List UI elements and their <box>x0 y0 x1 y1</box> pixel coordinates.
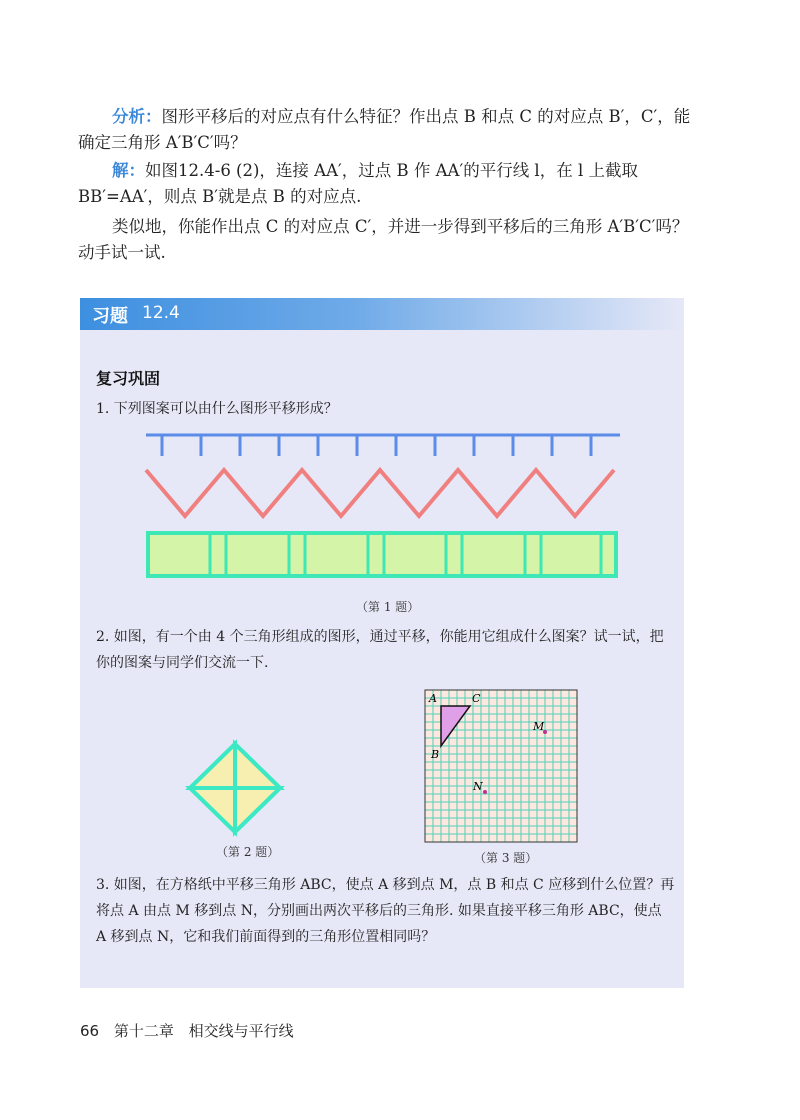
figure-2-caption: （第 2 题） <box>216 845 280 859</box>
analysis-paragraph <box>78 104 698 156</box>
label-n: N <box>473 780 483 793</box>
chapter-label: 第十二章 <box>113 1022 174 1040</box>
analysis-label: 分析： <box>112 107 162 126</box>
label-b: B <box>431 748 440 761</box>
question-2: 2. 如图，有一个由 4 个三角形组成的图形，通过平移，你能用它组成什么图案？试一试，把你的图案与同学们交流一下. <box>96 629 664 671</box>
exercise-number: 12.4 <box>142 303 180 323</box>
solution-text: 如图12.4-6 (2)，连接 AA′，过点 B 作 AA′的平行线 l，在 l 上截取 BB′=AA′，则点 B′就是点 B 的对应点. <box>78 161 638 206</box>
label-a: A <box>429 692 437 705</box>
figure-1-caption: （第 1 题） <box>356 600 420 614</box>
figure-3-grid <box>425 690 577 842</box>
label-m: M <box>533 720 545 733</box>
followup-paragraph: 类似地，你能作出点 C 的对应点 C′，并进一步得到平移后的三角形 A′B′C′吗？动手试一试. <box>78 217 689 262</box>
question-3: 3. 如图，在方格纸中平移三角形 ABC，使点 A 移到点 M，点 B 和点 C 应移到什么位置？再将点 A 由点 M 移到点 N，分别画出两次平移后的三角形. 如果直接平移三角形 ABC，使点 A 移到点 N，它和我们前面得到的三角形位置相同吗？ <box>96 877 675 945</box>
label-c: C <box>472 692 481 705</box>
chapter-title: 相交线与平行线 <box>188 1022 294 1040</box>
solution-label: 解： <box>112 161 145 180</box>
figure-2 <box>80 298 684 858</box>
exercise-box <box>80 298 684 988</box>
section-heading: 复习巩固 <box>96 369 161 388</box>
figure-3-caption: （第 3 题） <box>474 851 538 865</box>
analysis-text: 图形平移后的对应点有什么特征？作出点 B 和点 C 的对应点 B′，C′，能确定三角形 A′B′C′吗？ <box>78 107 691 152</box>
question-1: 1. 下列图案可以由什么图形平移形成？ <box>96 401 338 417</box>
page-footer <box>80 1020 304 1041</box>
page-number: 66 <box>80 1022 100 1040</box>
exercise-title: 习题 <box>92 306 128 327</box>
solution-paragraph <box>78 158 698 210</box>
point-n <box>483 790 487 794</box>
